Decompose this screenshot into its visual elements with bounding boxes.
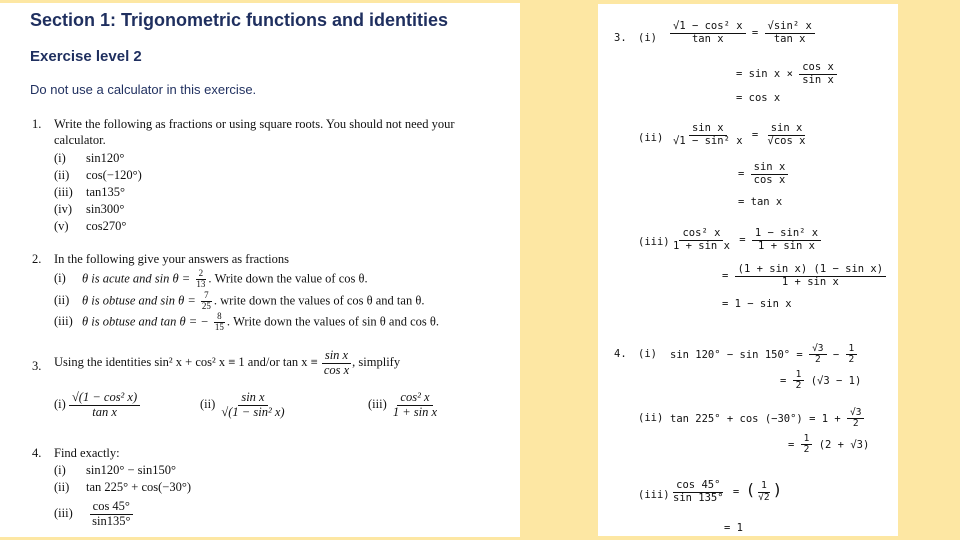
q2-item: (iii) θ is obtuse and tan θ = − $\frac{8}{15}$ . Write down the values of sin θ and cos θ. — [54, 311, 439, 332]
q4-item: (iii) $\frac{\cos 45^\circ}{\sin 135^\circ}$ — [54, 500, 133, 529]
answer-4i-line2: = $\frac{1}{2}$ (√3 − 1) — [780, 369, 862, 392]
solutions-panel — [598, 4, 898, 536]
exercise-panel — [0, 3, 520, 537]
answer-3i-label: (i) — [638, 32, 657, 44]
q3-item-iii: (iii) $\frac{\text{cos² x}}{\text{1 + sin x}}$ — [368, 390, 438, 419]
answer-4ii-label: (ii) — [638, 412, 664, 424]
question-1-number: 1. — [32, 117, 42, 131]
question-1-items — [54, 150, 142, 235]
answer-3ii-label: (ii) — [638, 132, 664, 144]
answer-4iii-line2: = 1 — [724, 522, 743, 534]
answer-3iii-line3: = 1 − sin x — [722, 298, 792, 310]
answer-4-number: 4. — [614, 348, 627, 360]
q1-item: (i) sin120° — [54, 151, 125, 165]
q1-item: (iii) tan135° — [54, 185, 126, 199]
answer-4iii-label: (iii) — [638, 489, 670, 501]
answer-3ii-line3: = tan x — [738, 196, 783, 208]
answer-3iii-label: (iii) — [638, 236, 670, 248]
question-2-number: 2. — [32, 252, 42, 266]
answer-3i-line1: $\frac{\text{√1 − cos² x}}{\text{tan x}}$ = $\frac{\text{√sin² x}}{\text{tan x}}$ — [670, 21, 815, 45]
q1-item: (v) cos270° — [54, 219, 127, 233]
question-1-text-cont: calculator. — [54, 133, 106, 147]
answer-3ii-line2: = $\frac{\text{sin x}}{\text{cos x}}$ — [738, 162, 788, 186]
exercise-level-heading: Exercise level 2 — [30, 48, 142, 65]
answer-3i-line2: = sin x × $\frac{\text{cos x}}{\text{sin x}}$ — [736, 62, 837, 86]
question-1-text: Write the following as fractions or using square roots. You should not need your — [54, 117, 455, 131]
q2-item: (ii) θ is obtuse and sin θ = $\frac{7}{25}$ . write down the values of cos θ and tan θ. — [54, 290, 425, 311]
question-2-text: In the following give your answers as fractions — [54, 252, 290, 266]
q4-item: (i) sin120° − sin150° — [54, 463, 176, 477]
question-3-number: 3. — [32, 359, 42, 373]
answer-3i-line3: = cos x — [736, 92, 781, 104]
answer-4iii-line1: $\frac{\cos 45^\circ}{\sin 135^\circ}$ = ( $\frac{1}{√2}$ ) — [673, 479, 783, 504]
q3-item-i: (i) $\frac{\text{√(1 − cos² x)}}{\text{tan x}}$ — [54, 391, 140, 420]
answer-3ii-line1: $\frac{\text{sin x}}{\text{√1 − sin² x}}$ = $\frac{\text{sin x}}{\text{√cos x}}$ — [673, 122, 806, 147]
q1-item: (ii) cos(−120°) — [54, 168, 142, 182]
question-4-text: Find exactly: — [54, 446, 120, 460]
q2-item: (i) θ is acute and sin θ = $\frac{2}{13}$ . Write down the value of cos θ. — [54, 268, 368, 289]
q1-item: (iv) sin300° — [54, 202, 125, 216]
q3-item-ii: (ii) $\frac{\text{sin x}}{\text{√(1 − sin² x)}}$ — [200, 390, 285, 419]
question-4-number: 4. — [32, 446, 42, 460]
answer-4ii-line2: = $\frac{1}{2}$ (2 + √3) — [788, 433, 870, 456]
question-3-text: Using the identities sin² x + cos² x ≡ 1 and/or tan x ≡ $\frac{\text{sin x}}{\text{cos x}}$ , simplify — [54, 348, 401, 377]
answer-3iii-line2: = $\frac{\text{(1 + sin x) (1 − sin x)}}{\text{1 + sin x}}$ — [722, 264, 886, 288]
answer-4ii-line1: tan 225° + cos (−30°) = 1 + $\frac{√3}{2}$ — [670, 408, 864, 430]
answer-4i-line1: sin 120° − sin 150° = $\frac{√3}{2}$ − $\frac{1}{2}$ — [670, 344, 857, 366]
answer-4i-label: (i) — [638, 348, 657, 360]
question-4-items — [54, 462, 191, 496]
calculator-note: Do not use a calculator in this exercise. — [30, 82, 257, 97]
answer-3-number: 3. — [614, 32, 627, 44]
section-title: Section 1: Trigonometric functions and identities — [30, 10, 449, 30]
answer-3iii-line1: $\frac{\text{cos² x}}{\text{1 + sin x}}$ = $\frac{\text{1 − sin² x}}{\text{1 + sin x}}$ — [670, 228, 821, 252]
q4-item: (ii) tan 225° + cos(−30°) — [54, 480, 191, 494]
